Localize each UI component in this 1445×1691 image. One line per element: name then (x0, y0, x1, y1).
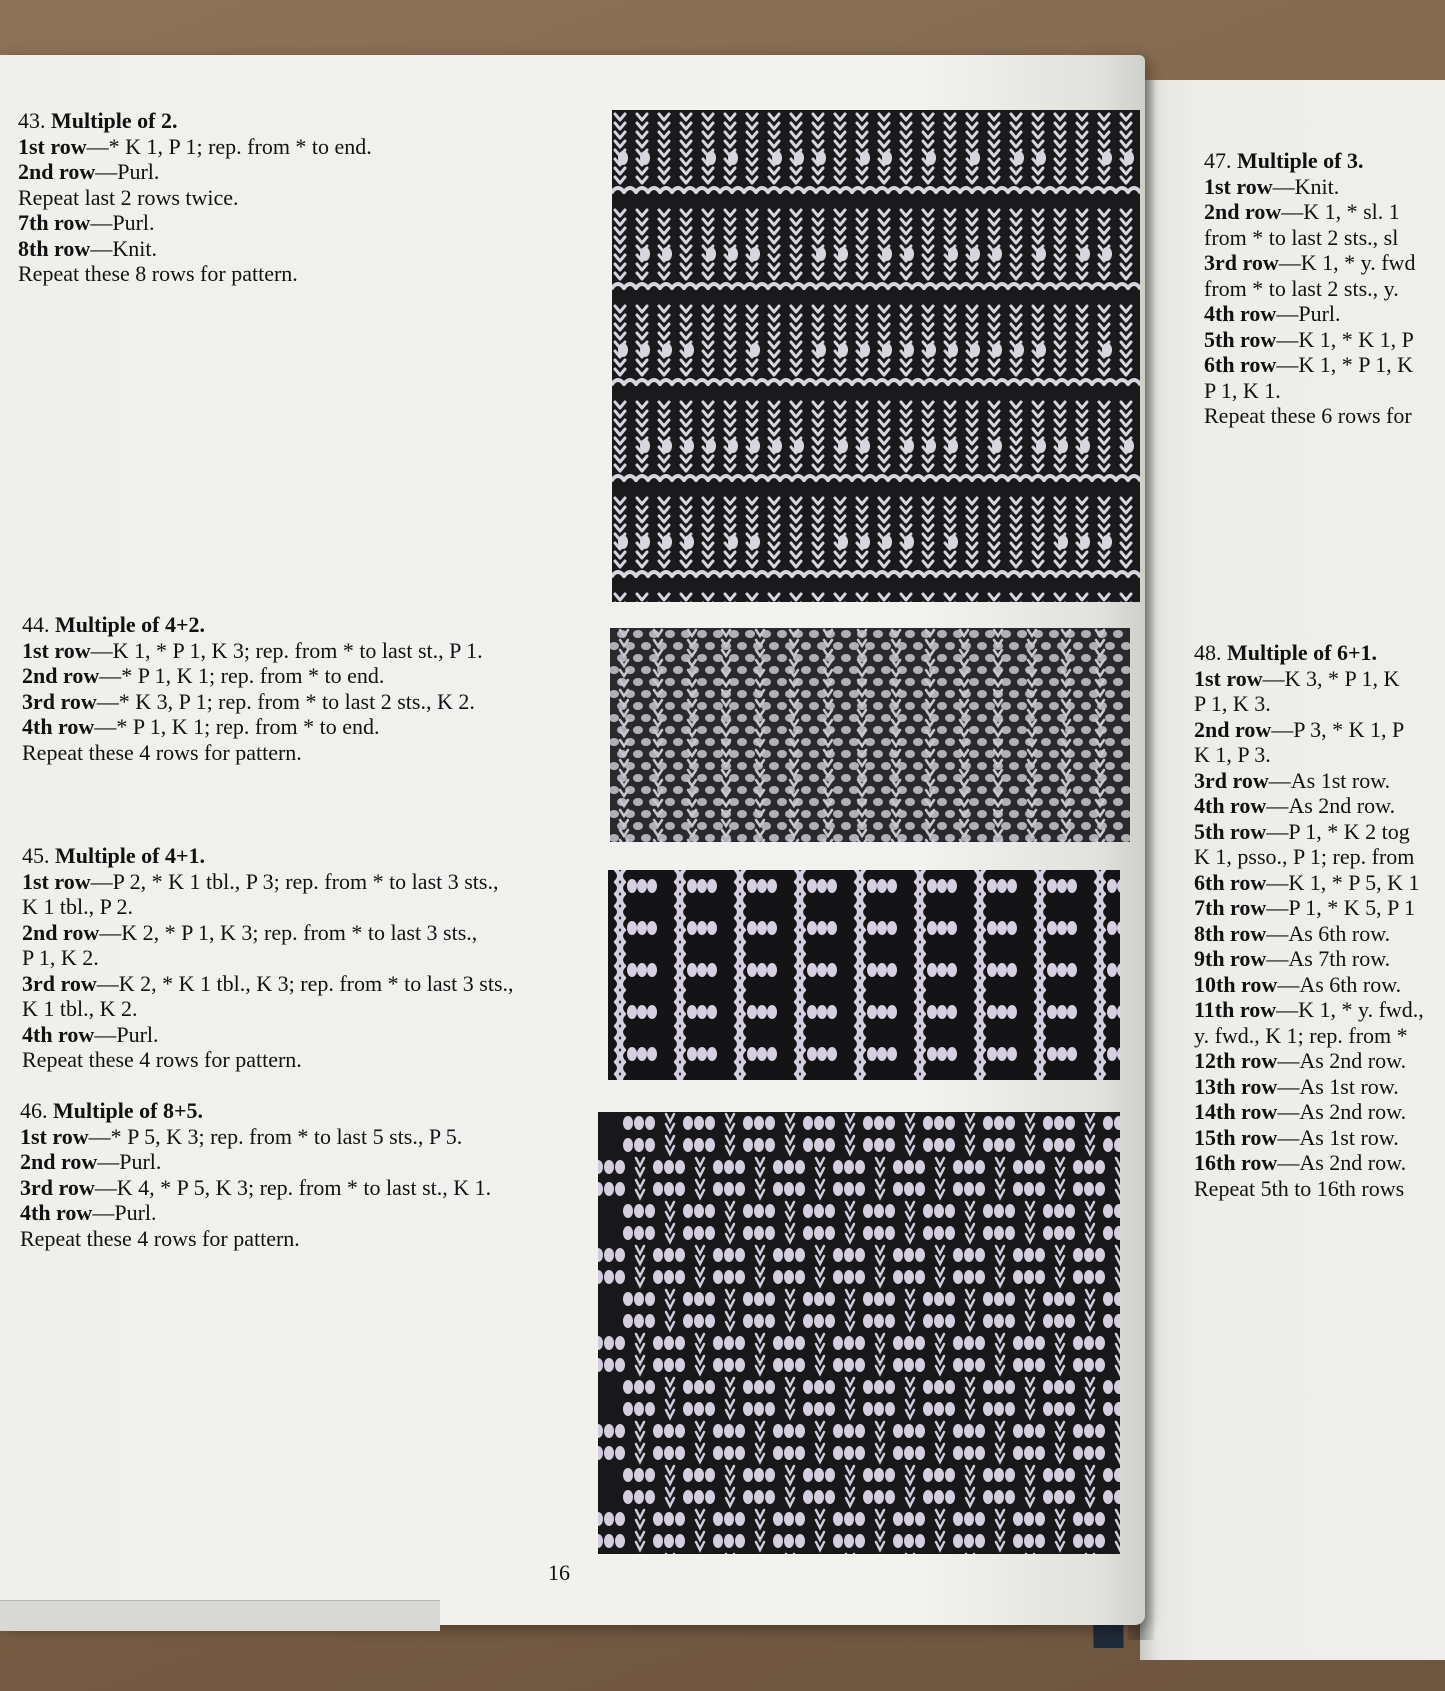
instruction-line (22, 971, 514, 997)
row-label: 1st row (1204, 173, 1273, 199)
instruction-line (1194, 666, 1424, 692)
row-text: —K 1, * P 1, K 3; rep. from * to last st., P 1. (90, 637, 483, 663)
instruction-line (1194, 921, 1424, 947)
row-label: 4th row (1204, 301, 1277, 326)
instruction-line (22, 714, 483, 740)
instruction-line (1194, 819, 1424, 845)
instruction-line (1204, 225, 1415, 251)
row-text: —* P 1, K 1; rep. from * to end. (94, 714, 380, 739)
pattern-number: 43. (18, 108, 46, 133)
row-label: 2nd row (22, 663, 100, 688)
instruction-line (1194, 793, 1424, 819)
swatch-43-texture (612, 110, 1140, 602)
row-label: 5th row (1204, 326, 1277, 352)
row-text: —Purl. (94, 1021, 159, 1047)
row-text: —As 2nd row. (1277, 1099, 1407, 1124)
row-label: 14th row (1194, 1099, 1278, 1124)
row-label: 4th row (22, 1021, 95, 1047)
instruction-line (1194, 717, 1424, 743)
instruction-line (22, 638, 483, 664)
row-text: y. fwd., K 1; rep. from * (1194, 1022, 1408, 1048)
pattern-number: 48. (1194, 640, 1222, 665)
instruction-line (1194, 972, 1424, 998)
instruction-line (20, 1175, 491, 1201)
row-text: —Purl. (92, 1200, 157, 1225)
instruction-line (22, 996, 514, 1022)
row-text: —K 1, * P 1, K (1276, 352, 1414, 377)
instruction-line (1194, 1125, 1424, 1151)
row-label: 4th row (22, 714, 95, 739)
swatch-44-texture (610, 628, 1130, 842)
row-text: K 1, P 3. (1194, 742, 1271, 767)
row-text: —Purl. (97, 1149, 162, 1174)
row-label: 8th row (18, 235, 91, 261)
row-label: 2nd row (22, 919, 100, 945)
row-label: 6th row (1194, 869, 1267, 895)
row-label: 16th row (1194, 1150, 1278, 1175)
instruction-line (1194, 1176, 1424, 1202)
pattern-44 (22, 612, 483, 765)
pattern-46 (20, 1098, 491, 1251)
row-text: —K 4, * P 5, K 3; rep. from * to last st., K 1. (94, 1174, 492, 1200)
instruction-line (18, 210, 372, 236)
instruction-line (20, 1149, 491, 1175)
pattern-title: Multiple of 8+5. (53, 1098, 204, 1123)
row-label: 13th row (1194, 1073, 1278, 1099)
instruction-line (1204, 352, 1415, 378)
instruction-line (22, 894, 514, 920)
instruction-line (22, 663, 483, 689)
row-text: —P 2, * K 1 tbl., P 3; rep. from * to last 3 sts., (90, 868, 499, 894)
swatch-46 (598, 1112, 1120, 1554)
pattern-number: 46. (20, 1098, 48, 1123)
pattern-heading (18, 108, 372, 134)
row-text: —As 7th row. (1266, 946, 1391, 971)
instruction-line (18, 185, 372, 211)
instruction-line (1194, 844, 1424, 870)
row-text: —P 3, * K 1, P (1271, 716, 1405, 742)
row-label: 2nd row (18, 159, 96, 184)
row-text: K 1, psso., P 1; rep. from (1194, 844, 1415, 869)
instruction-line (1194, 1074, 1424, 1100)
pattern-heading (1194, 640, 1424, 666)
pattern-45 (22, 843, 514, 1073)
instruction-line (1194, 1048, 1424, 1074)
row-label: 3rd row (1204, 250, 1279, 275)
instruction-line (18, 236, 372, 262)
row-text: Repeat these 8 rows for pattern. (18, 261, 298, 286)
pattern-number: 44. (22, 612, 50, 637)
pattern-title: Multiple of 4+2. (55, 612, 206, 637)
instruction-line (22, 869, 514, 895)
pattern-43 (18, 108, 372, 287)
row-text: from * to last 2 sts., sl (1204, 224, 1399, 250)
row-label: 5th row (1194, 818, 1267, 844)
instruction-line (1194, 997, 1424, 1023)
swatch-43 (612, 110, 1140, 602)
row-label: 15th row (1194, 1124, 1278, 1150)
instruction-line (1194, 946, 1424, 972)
instruction-line (1194, 691, 1424, 717)
instruction-line (1194, 1023, 1424, 1049)
row-text: —K 3, * P 1, K (1262, 665, 1400, 691)
pattern-number: 45. (22, 843, 50, 868)
instruction-line (1204, 301, 1415, 327)
instruction-line (18, 261, 372, 287)
row-label: 2nd row (1204, 199, 1282, 224)
instruction-line (1204, 403, 1415, 429)
row-text: —As 2nd row. (1277, 1150, 1407, 1175)
pattern-title: Multiple of 6+1. (1227, 640, 1378, 665)
row-text: —Knit. (90, 235, 157, 261)
row-text: —K 1, * y. fwd (1278, 250, 1416, 275)
row-text: Repeat these 6 rows for (1204, 403, 1412, 428)
pattern-number: 47. (1204, 148, 1232, 173)
row-text: Repeat last 2 rows twice. (18, 184, 239, 210)
row-label: 9th row (1194, 946, 1267, 971)
row-text: P 1, K 2. (22, 945, 99, 970)
pattern-heading (20, 1098, 491, 1124)
row-text: —* K 3, P 1; rep. from * to last 2 sts., K 2. (96, 688, 475, 714)
instruction-line (1194, 742, 1424, 768)
pattern-heading (22, 843, 514, 869)
row-text: —K 2, * K 1 tbl., K 3; rep. from * to last 3 sts., (96, 970, 514, 996)
row-text: from * to last 2 sts., y. (1204, 275, 1399, 301)
row-text: Repeat these 4 rows for pattern. (22, 1047, 302, 1072)
swatch-45-texture (608, 870, 1120, 1080)
row-text: —Purl. (1276, 301, 1341, 326)
row-text: —K 1, * P 5, K 1 (1266, 869, 1420, 895)
row-text: P 1, K 3. (1194, 691, 1271, 716)
instruction-line (1204, 250, 1415, 276)
row-label: 6th row (1204, 352, 1277, 377)
instruction-line (22, 740, 483, 766)
instruction-line (22, 920, 514, 946)
row-label: 1st row (18, 133, 87, 159)
row-text: Repeat these 4 rows for pattern. (20, 1225, 300, 1251)
row-label: 4th row (1194, 793, 1267, 818)
row-label: 1st row (20, 1123, 89, 1149)
page-stack-edge (0, 1600, 440, 1631)
page-number: 16 (548, 1560, 570, 1585)
row-text: —As 2nd row. (1277, 1048, 1407, 1073)
row-label: 1st row (22, 637, 91, 663)
instruction-line (1194, 870, 1424, 896)
row-label: 10th row (1194, 971, 1278, 997)
instruction-line (1194, 1150, 1424, 1176)
pattern-heading (22, 612, 483, 638)
pattern-title: Multiple of 4+1. (55, 843, 206, 868)
instruction-line (22, 689, 483, 715)
instruction-line (18, 134, 372, 160)
row-label: 12th row (1194, 1048, 1278, 1073)
instruction-line (1204, 276, 1415, 302)
row-text: P 1, K 1. (1204, 377, 1281, 403)
row-label: 7th row (1194, 895, 1267, 920)
row-text: —* P 1, K 1; rep. from * to end. (99, 663, 385, 688)
row-text: —As 1st row. (1277, 1124, 1399, 1150)
instruction-line (1194, 895, 1424, 921)
row-label: 4th row (20, 1200, 93, 1225)
instruction-line (1194, 768, 1424, 794)
row-text: —Purl. (95, 159, 160, 184)
row-label: 3rd row (22, 688, 97, 714)
swatch-46-texture (598, 1112, 1120, 1554)
row-text: —K 1, * y. fwd., (1276, 997, 1424, 1022)
row-label: 1st row (1194, 665, 1263, 691)
row-label: 7th row (18, 210, 91, 235)
row-label: 1st row (22, 868, 91, 894)
row-text: K 1 tbl., K 2. (22, 996, 138, 1021)
row-label: 11th row (1194, 997, 1277, 1022)
instruction-line (20, 1226, 491, 1252)
row-label: 3rd row (1194, 767, 1269, 793)
row-text: —Purl. (90, 210, 155, 235)
instruction-line (22, 945, 514, 971)
row-text: —As 6th row. (1277, 971, 1402, 997)
instruction-line (1204, 199, 1415, 225)
instruction-line (18, 159, 372, 185)
pattern-47 (1204, 148, 1415, 429)
instruction-line (20, 1124, 491, 1150)
row-text: —P 1, * K 5, P 1 (1266, 895, 1416, 920)
row-label: 8th row (1194, 920, 1267, 946)
row-text: —As 1st row. (1277, 1073, 1399, 1099)
row-text: —As 1st row. (1268, 767, 1391, 793)
row-text: K 1 tbl., P 2. (22, 894, 134, 919)
row-text: —K 1, * K 1, P (1276, 326, 1414, 352)
row-text: Repeat 5th to 16th rows (1194, 1175, 1405, 1201)
row-text: —* P 5, K 3; rep. from * to last 5 sts., P 5. (88, 1123, 463, 1149)
right-page-text-area (1140, 80, 1445, 1660)
swatch-45 (608, 870, 1120, 1080)
row-text: Repeat these 4 rows for pattern. (22, 739, 302, 765)
swatch-44 (610, 628, 1130, 842)
row-text: —As 6th row. (1266, 920, 1391, 946)
pattern-title: Multiple of 3. (1237, 148, 1364, 173)
row-label: 3rd row (20, 1174, 95, 1200)
row-text: —Knit. (1272, 173, 1340, 199)
pattern-48 (1194, 640, 1424, 1201)
instruction-line (1204, 327, 1415, 353)
pattern-heading (1204, 148, 1415, 174)
row-text: —As 2nd row. (1266, 793, 1396, 818)
instruction-line (22, 1022, 514, 1048)
instruction-line (20, 1200, 491, 1226)
pattern-title: Multiple of 2. (51, 108, 178, 133)
row-text: —K 2, * P 1, K 3; rep. from * to last 3 sts., (99, 919, 478, 945)
row-label: 3rd row (22, 970, 97, 996)
row-label: 2nd row (1194, 716, 1272, 742)
row-text: —K 1, * sl. 1 (1281, 199, 1400, 224)
row-text: —P 1, * K 2 tog (1266, 818, 1410, 844)
instruction-line (22, 1047, 514, 1073)
row-text: —* K 1, P 1; rep. from * to end. (86, 133, 372, 159)
instruction-line (1194, 1099, 1424, 1125)
instruction-line (1204, 174, 1415, 200)
row-label: 2nd row (20, 1149, 98, 1174)
instruction-line (1204, 378, 1415, 404)
